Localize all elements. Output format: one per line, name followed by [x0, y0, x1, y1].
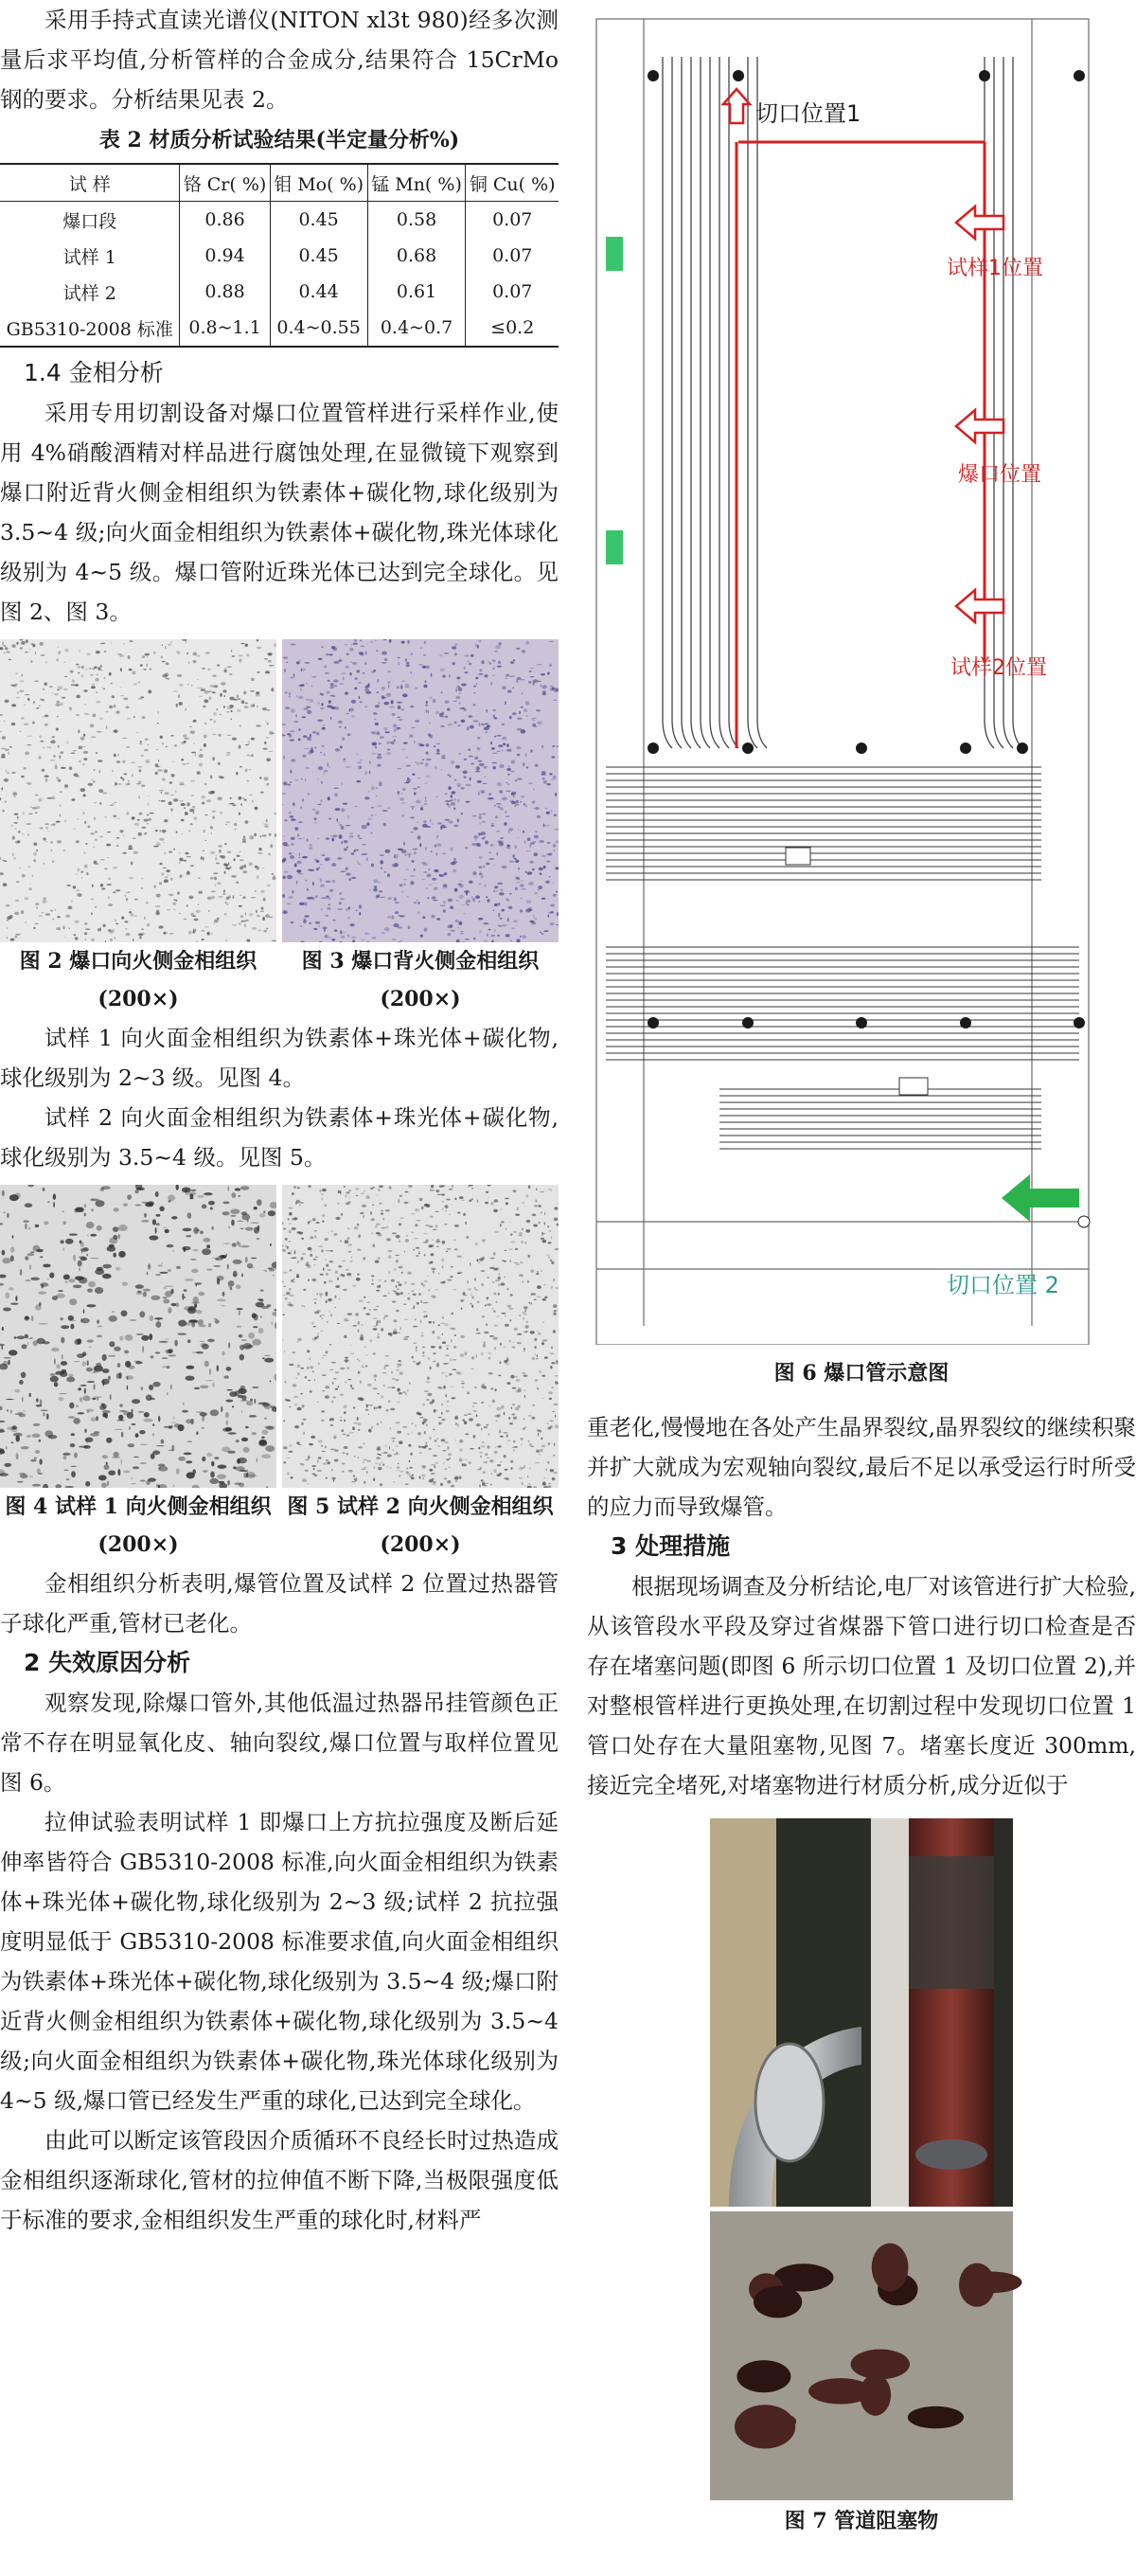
- figure-4: [0, 1185, 276, 1564]
- burst-position-marker: [956, 410, 1041, 487]
- table-cell: 0.45: [270, 202, 367, 239]
- sample1-paragraph: 试样 1 向火面金相组织为铁素体+珠光体+碳化物,球化级别为 2~3 级。见图 4。: [0, 1025, 559, 1091]
- sample2-paragraph: 试样 2 向火面金相组织为铁素体+珠光体+碳化物,球化级别为 3.5~4 级。见图 5。: [0, 1104, 559, 1171]
- table-cell: 0.86: [180, 202, 270, 239]
- metallography-paragraph: 采用专用切割设备对爆口位置管样进行采样作业,使用 4%硝酸酒精对样品进行腐蚀处理,在显微镜下观察到爆口附近背火侧金相组织为铁素体+碳化物,球化级别为 3.5~4 级;向火面金相组织为铁素体+碳化物,珠光体球化级别为 4~5 级。爆口管附近珠光体已达到完全球化。见图 2、图 3。: [0, 400, 559, 625]
- table-cell: 0.07: [466, 274, 559, 310]
- section-heading-1-4: 1.4 金相分析: [24, 359, 164, 386]
- table-cell: 0.4~0.55: [270, 310, 367, 347]
- table-cell: 0.8~1.1: [180, 310, 270, 347]
- table-cell: 0.07: [466, 202, 559, 239]
- table-header: 铜 Cu( %): [466, 164, 559, 202]
- cut-position-1-marker: [723, 89, 861, 127]
- treatment-paragraph: 根据现场调查及分析结论,电厂对该管进行扩大检验,从该管段水平段及穿过省煤器下管口进行切口检查是否存在堵塞问题(即图 6 所示切口位置 1 及切口位置 2),并对整根管样进行更换处理,在切割过程中发现切口位置 1 管口处存在大量阻塞物,见图 7。堵塞长度近 300mm,接近完全堵死,对堵塞物进行材质分析,成分近似于: [587, 1573, 1136, 1798]
- table-row: [0, 274, 559, 310]
- right-column: [587, 0, 1136, 2540]
- failure-paragraph-3: 由此可以断定该管段因介质循环不良经长时过热造成金相组织逐渐球化,管材的拉伸值不断下降,当极限强度低于标准的要求,金相组织发生严重的球化时,材料严: [0, 2127, 559, 2233]
- table-header: 锰 Mn( %): [367, 164, 466, 202]
- micrograph-image: [0, 639, 276, 942]
- figure-row-4-5: [0, 1185, 559, 1564]
- table-header: 铬 Cr( %): [180, 164, 270, 202]
- micrograph-image: [0, 1185, 276, 1488]
- table-cell: 0.4~0.7: [367, 310, 466, 347]
- failure-paragraph-1: 观察发现,除爆口管外,其他低温过热器吊挂管颜色正常不存在明显氧化皮、轴向裂纹,爆口位置与取样位置见图 6。: [0, 1690, 559, 1796]
- table-header: 试 样: [68, 173, 111, 195]
- figure-row-2-3: [0, 639, 559, 1018]
- figure-5: [282, 1185, 559, 1564]
- left-column: [0, 0, 559, 2240]
- figure-caption: 图 3 爆口背火侧金相组织(200×): [301, 949, 540, 1011]
- table-cell: 0.58: [367, 202, 466, 239]
- figure-7-photo: [587, 1818, 1136, 2500]
- table-row: [0, 202, 559, 239]
- table-cell: 试样 1: [62, 246, 116, 268]
- table-cell: GB5310-2008 标准: [6, 318, 173, 340]
- table-cell: 0.94: [180, 238, 270, 274]
- micrograph-image: [282, 639, 559, 942]
- label-sample-2: 试样2位置: [950, 656, 1047, 680]
- figure-3: [282, 639, 559, 1018]
- table-cell: 试样 2: [62, 282, 116, 304]
- table-header: 钼 Mo( %): [270, 164, 367, 202]
- label-cut-position-1: 切口位置1: [755, 100, 861, 127]
- figure-2: [0, 639, 276, 1018]
- table-cell: 0.61: [367, 274, 466, 310]
- figure-caption: 图 4 试样 1 向火侧金相组织(200×): [5, 1494, 272, 1557]
- sample-2-marker: [950, 590, 1047, 680]
- material-table: [0, 163, 559, 348]
- conclusion-paragraph: 金相组织分析表明,爆管位置及试样 2 位置过热器管子球化严重,管材已老化。: [0, 1570, 559, 1637]
- sample-1-marker: [947, 206, 1043, 280]
- continued-paragraph: 重老化,慢慢地在各处产生晶界裂纹,晶界裂纹的继续积聚并扩大就成为宏观轴向裂纹,最后不足以承受运行时所受的应力而导致爆管。: [587, 1414, 1136, 1520]
- cut-position-2-marker: [947, 1174, 1090, 1298]
- label-cut-position-2: 切口位置 2: [947, 1272, 1059, 1298]
- figure-caption: 图 2 爆口向火侧金相组织(200×): [19, 949, 257, 1011]
- figure-6-diagram: [587, 0, 1136, 1345]
- intro-paragraph: 采用手持式直读光谱仪(NITON xl3t 980)经多次测量后求平均值,分析管样的合金成分,结果符合 15CrMo 钢的要求。分析结果见表 2。: [0, 7, 559, 113]
- table-cell: 0.88: [180, 274, 270, 310]
- figure-caption: 图 5 试样 2 向火侧金相组织(200×): [287, 1494, 554, 1557]
- table-cell: 0.44: [270, 274, 367, 310]
- failure-paragraph-2: 拉伸试验表明试样 1 即爆口上方抗拉强度及断后延伸率皆符合 GB5310-2008 标准,向火面金相组织为铁素体+珠光体+碳化物,球化级别为 2~3 级;试样 2 抗拉强度明显低于 GB5310-2008 标准要求值,向火面金相组织为铁素体+珠光体+碳化物,球化级别为 3.5~4 级;爆口附近背火侧金相组织为铁素体+碳化物,球化级别为 3.5~4 级;向火面金相组织为铁素体+碳化物,珠光体球化级别为 4~5 级,爆口管已经发生严重的球化,已达到完全球化。: [0, 1809, 559, 2114]
- table-cell: 爆口段: [62, 210, 117, 232]
- section-heading-2: 2 失效原因分析: [24, 1649, 191, 1676]
- table2-title: 表 2 材质分析试验结果(半定量分析%): [98, 128, 460, 152]
- micrograph-image: [282, 1185, 559, 1488]
- label-burst-position: 爆口位置: [958, 463, 1042, 487]
- table-cell: 0.07: [466, 238, 559, 274]
- section-heading-3: 3 处理措施: [611, 1532, 731, 1560]
- table-header-row: [0, 164, 559, 202]
- figure-6-caption: 图 6 爆口管示意图: [773, 1361, 950, 1386]
- table-cell: 0.45: [270, 238, 367, 274]
- label-sample-1: 试样1位置: [947, 257, 1043, 280]
- table-cell: 0.68: [367, 238, 466, 274]
- table-row: [0, 238, 559, 274]
- figure-7-caption: 图 7 管道阻塞物: [784, 2509, 939, 2533]
- table-cell: ≤0.2: [466, 310, 559, 347]
- table-row: [0, 310, 559, 347]
